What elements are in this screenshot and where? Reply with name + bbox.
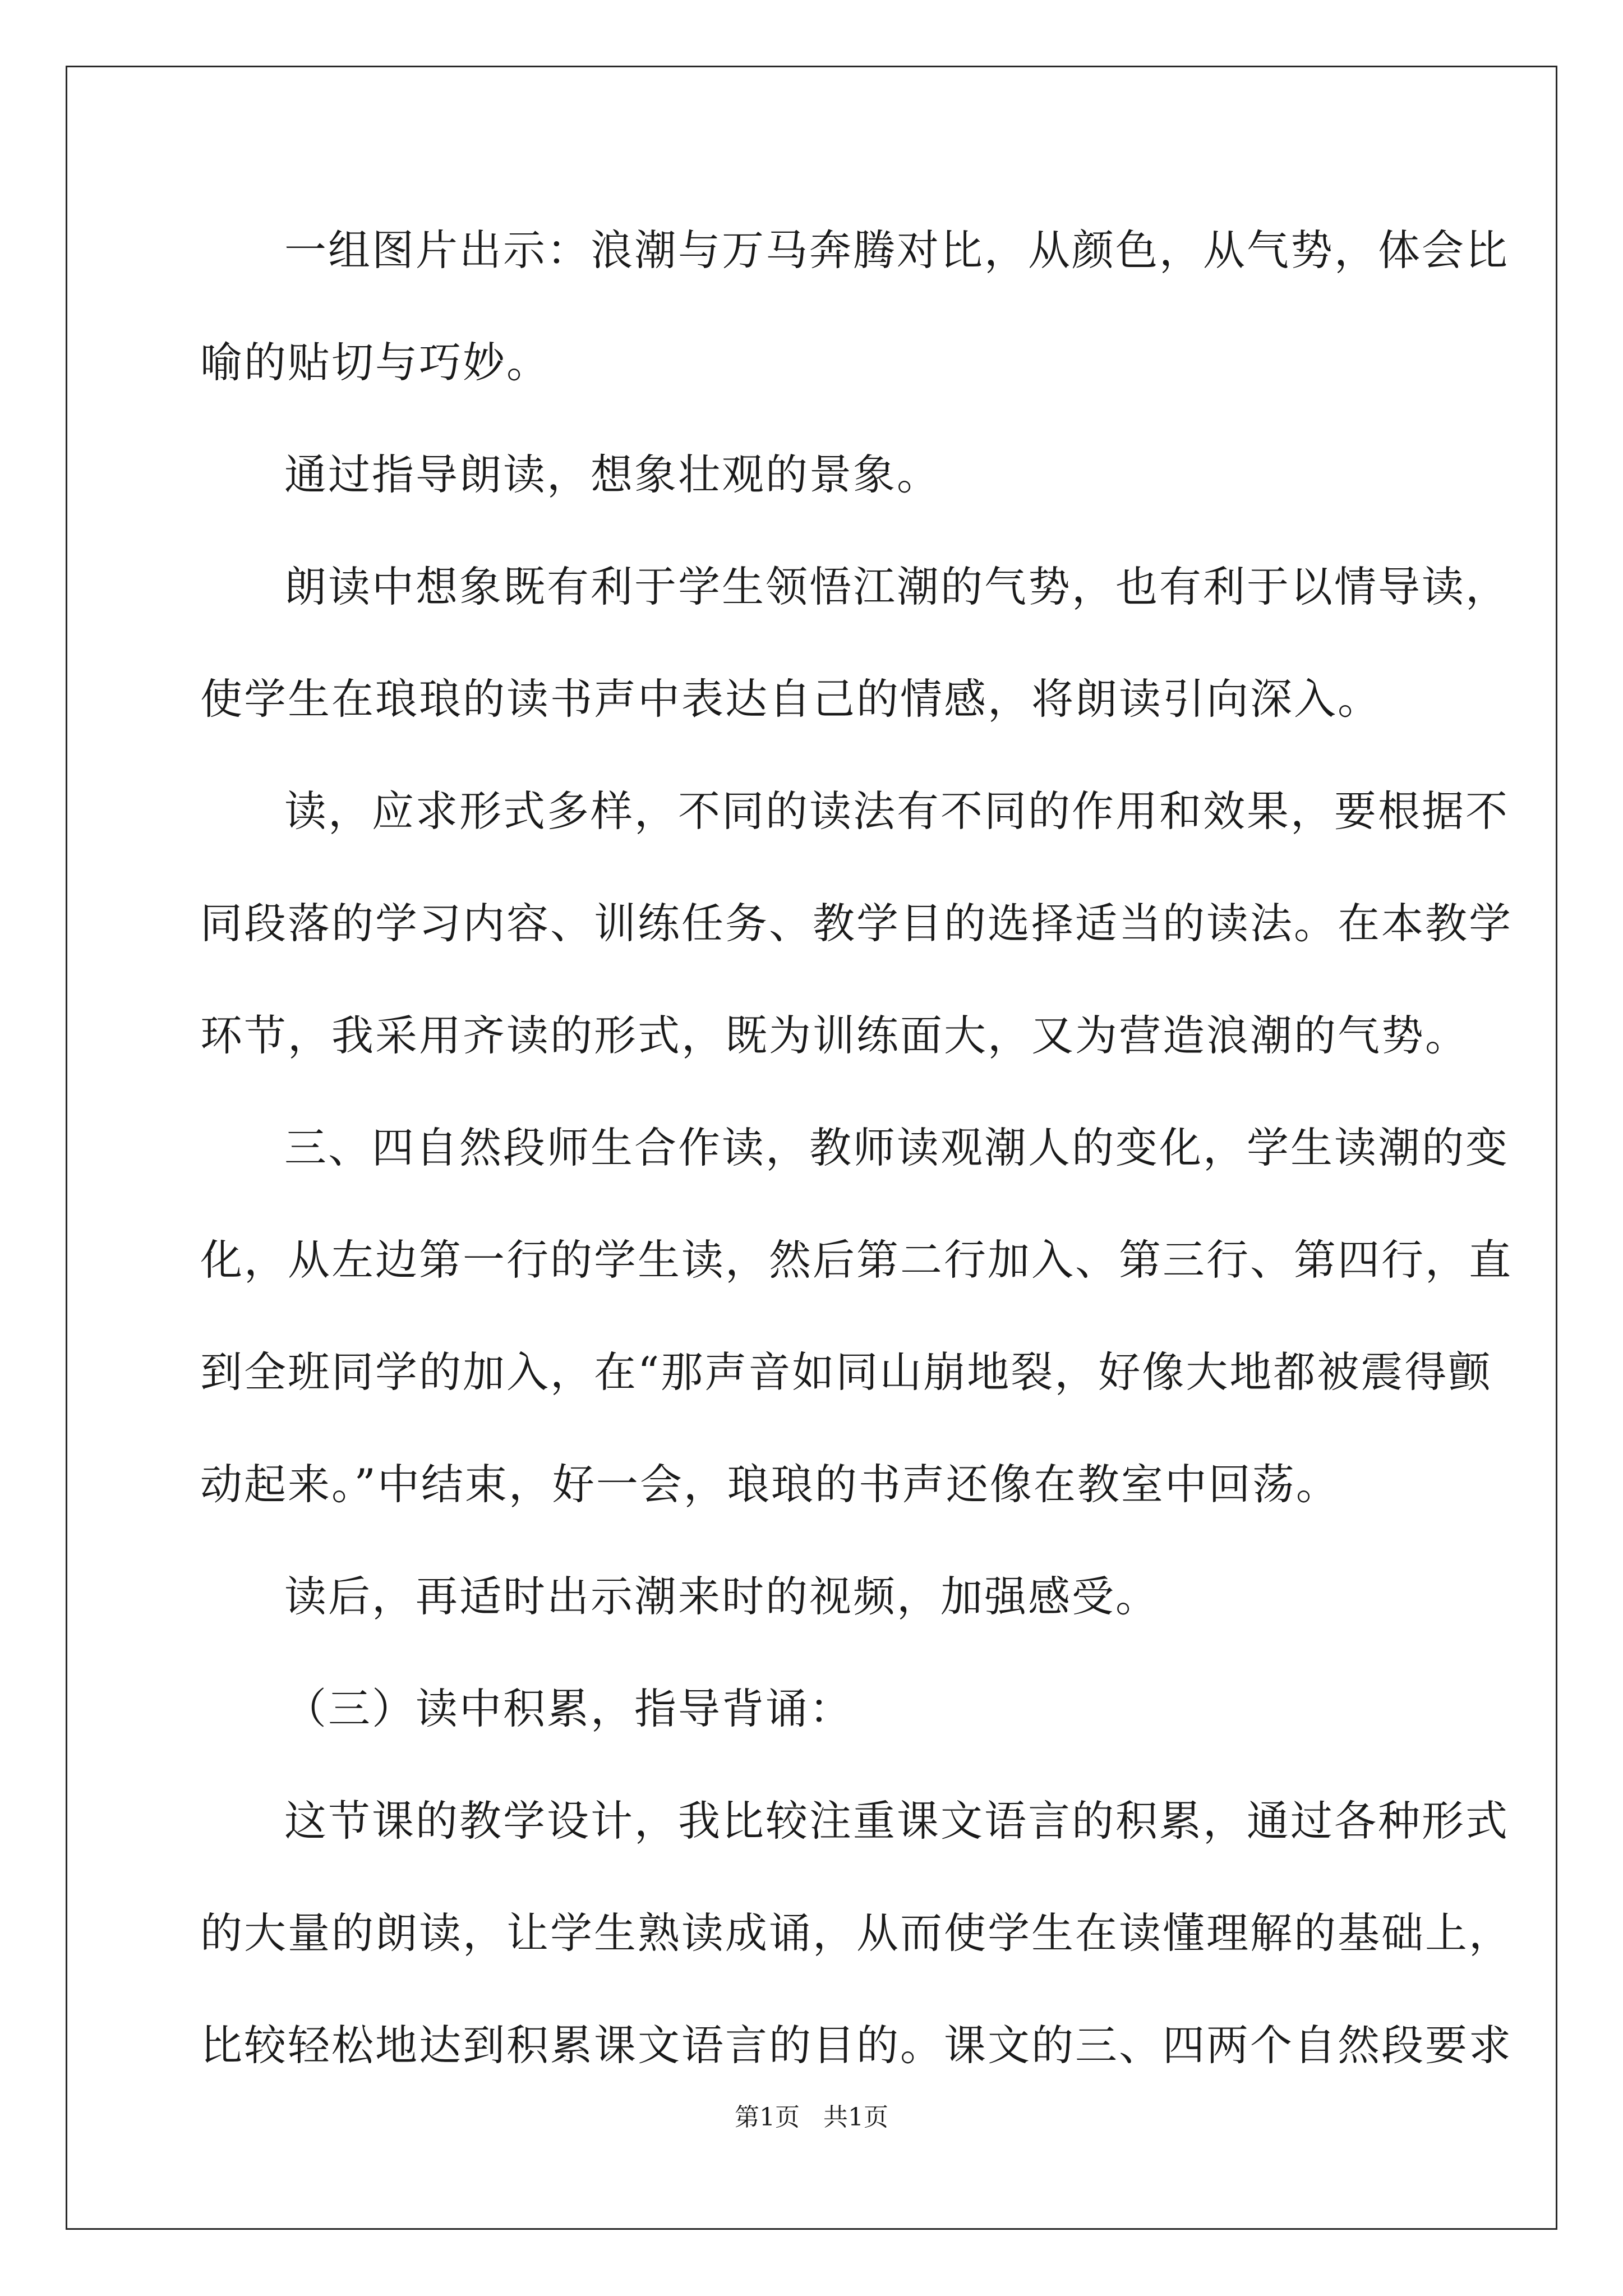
text-line: 三、四自然段师生合作读，教师读观潮人的变化，学生读潮的变 xyxy=(284,1123,1510,1172)
text-line: 使学生在琅琅的读书声中表达自己的情感，将朗读引向深入。 xyxy=(200,674,1382,724)
text-line: 到全班同学的加入，在“那声音如同山崩地裂，好像大地都被震得颤 xyxy=(200,1347,1492,1397)
text-line: 读后，再适时出示潮来时的视频，加强感受。 xyxy=(284,1572,1160,1621)
text-line: 动起来。”中结束，好一会，琅琅的书声还像在教室中回荡。 xyxy=(200,1460,1340,1509)
text-line: 环节，我采用齐读的形式，既为训练面大，又为营造浪潮的气势。 xyxy=(200,1011,1469,1060)
text-line: 朗读中想象既有利于学生领悟江潮的气势，也有利于以情导读， xyxy=(284,562,1510,611)
text-line: 化，从左边第一行的学生读，然后第二行加入、第三行、第四行，直 xyxy=(200,1235,1513,1285)
text-line: 喻的贴切与巧妙。 xyxy=(200,338,551,387)
text-line: 读，应求形式多样，不同的读法有不同的作用和效果，要根据不 xyxy=(284,786,1510,836)
text-line: 比较轻松地达到积累课文语言的目的。课文的三、四两个自然段要求 xyxy=(200,2021,1513,2070)
text-line: 的大量的朗读，让学生熟读成诵，从而使学生在读懂理解的基础上， xyxy=(200,1908,1513,1958)
text-line: （三）读中积累，指导背诵： xyxy=(284,1684,854,1733)
text-line: 通过指导朗读，想象壮观的景象。 xyxy=(284,450,941,499)
page-number-footer: 第1页 共1页 xyxy=(735,2103,888,2132)
text-line: 同段落的学习内容、训练任务、教学目的选择适当的读法。在本教学 xyxy=(200,899,1513,948)
text-line: 一组图片出示：浪潮与万马奔腾对比，从颜色，从气势，体会比 xyxy=(284,226,1510,275)
text-line: 这节课的教学设计，我比较注重课文语言的积累，通过各种形式 xyxy=(284,1796,1510,1846)
